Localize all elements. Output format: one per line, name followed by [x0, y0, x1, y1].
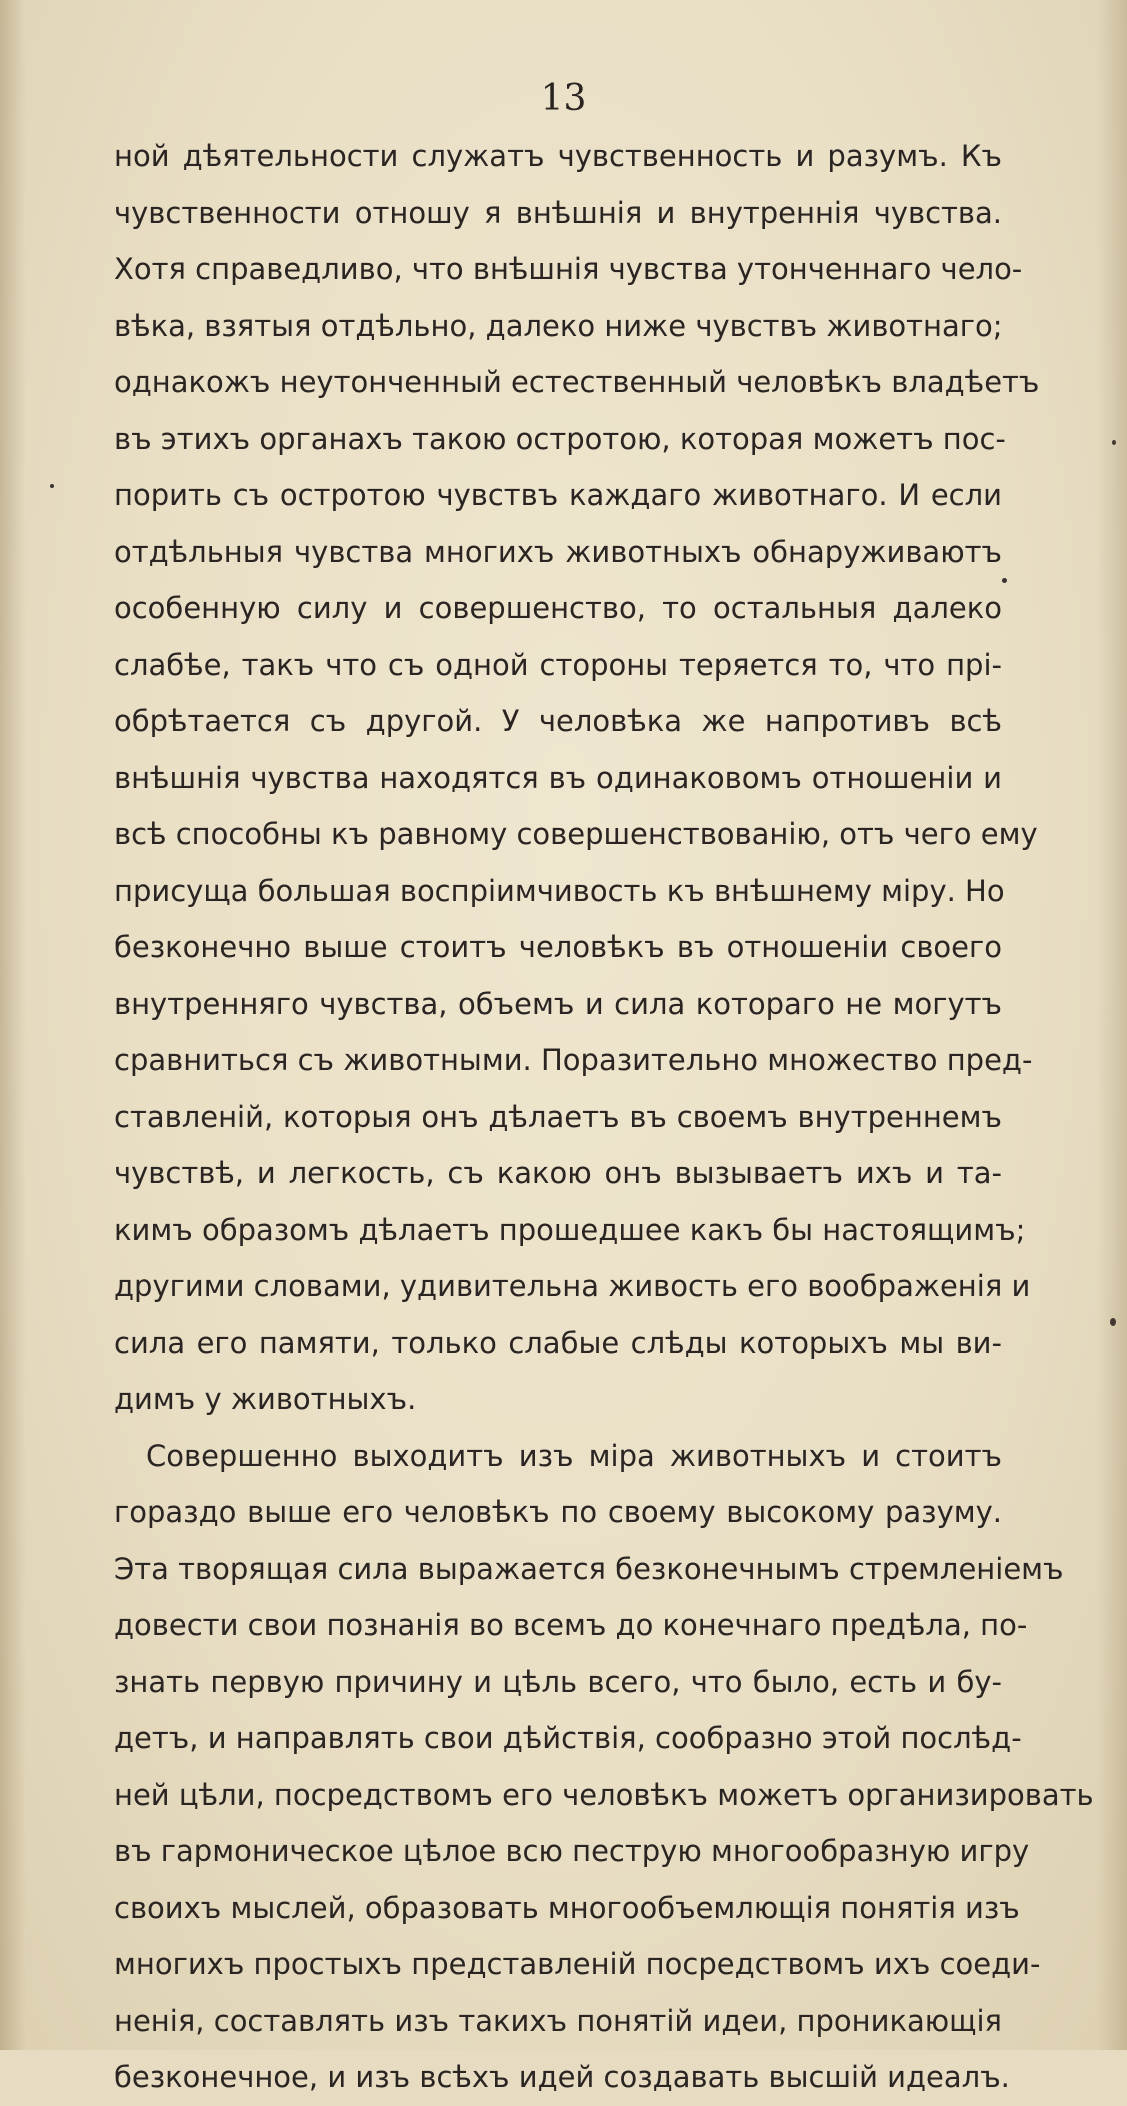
text-line: кимъ образомъ дѣлаетъ прошедшее какъ бы настоящимъ;: [114, 1212, 1026, 1247]
ink-speck: [1110, 1318, 1116, 1326]
text-line: знать первую причину и цѣль всего, что было, есть и бу-: [114, 1664, 1002, 1699]
text-line: обрѣтается съ другой. У человѣка же напротивъ всѣ: [114, 704, 1002, 738]
text-line: гораздо выше его человѣкъ по своему высокому разуму.: [114, 1495, 1002, 1529]
text-line: сила его памяти, только слабые слѣды которыхъ мы ви-: [114, 1325, 1002, 1360]
text-line: чувственности отношу я внѣшнія и внутреннія чувства.: [114, 195, 1002, 230]
page-number: 13: [540, 78, 587, 119]
text-line: Хотя справедливо, что внѣшнія чувства утонченнаго чело-: [114, 252, 1023, 286]
ink-speck: [1002, 578, 1007, 583]
text-line: ставленій, которыя онъ дѣлаетъ въ своемъ внутреннемъ: [114, 1099, 1002, 1134]
text-line: детъ, и направлять свои дѣйствія, сообразно этой послѣд-: [114, 1721, 1022, 1755]
text-line: безконечное, и изъ всѣхъ идей создавать высшій идеалъ.: [114, 2060, 1010, 2094]
text-line: въ этихъ органахъ такою остротою, которая можетъ пос-: [114, 421, 1006, 456]
body-text: [114, 128, 1094, 2106]
text-line: Совершенно выходитъ изъ міра животныхъ и стоитъ: [146, 1438, 1002, 1473]
ink-speck: [50, 484, 54, 488]
ink-speck: [1112, 440, 1116, 445]
text-line: отдѣльныя чувства многихъ животныхъ обнаруживаютъ: [114, 534, 1002, 569]
text-line: безконечно выше стоитъ человѣкъ въ отношеніи своего: [114, 930, 1002, 964]
text-line: довести свои познанія во всемъ до конечнаго предѣла, по-: [114, 1608, 1028, 1642]
text-line: чувствѣ, и легкость, съ какою онъ вызываетъ ихъ и та-: [114, 1156, 1002, 1190]
text-line: однакожъ неутонченный естественный человѣкъ владѣетъ: [114, 365, 1040, 399]
text-line: присуща большая воспріимчивость къ внѣшнему міру. Но: [114, 873, 1005, 908]
text-line: всѣ способны къ равному совершенствованію, отъ чего ему: [114, 817, 1038, 851]
text-line: вѣка, взятыя отдѣльно, далеко ниже чувствъ животнаго;: [114, 308, 1003, 343]
text-line: въ гармоническое цѣлое всю пеструю многообразную игру: [114, 1834, 1030, 1868]
text-line: димъ у животныхъ.: [114, 1382, 417, 1416]
text-line: Эта творящая сила выражается безконечнымъ стремленіемъ: [114, 1551, 1064, 1586]
text-line: внѣшнія чувства находятся въ одинаковомъ отношеніи и: [114, 760, 1002, 795]
text-line: внутренняго чувства, объемъ и сила котораго не могутъ: [114, 986, 1002, 1021]
text-line: своихъ мыслей, образовать многообъемлющія понятія изъ: [114, 1890, 1020, 1925]
text-line: многихъ простыхъ представленій посредствомъ ихъ соеди-: [114, 1947, 1041, 1981]
text-line: другими словами, удивительна живость его воображенія и: [114, 1269, 1031, 1303]
text-line: слабѣе, такъ что съ одной стороны теряется то, что прі-: [114, 647, 1002, 682]
text-line: ной дѣятельности служатъ чувственность и разумъ. Къ: [114, 139, 1002, 173]
text-line: ней цѣли, посредствомъ его человѣкъ можетъ организировать: [114, 1777, 1094, 1812]
text-line: порить съ остротою чувствъ каждаго животнаго. И если: [114, 478, 1002, 512]
text-line: ненія, составлять изъ такихъ понятій идеи, проникающія: [114, 2003, 1002, 2038]
text-line: сравниться съ животными. Поразительно множество пред-: [114, 1043, 1033, 1077]
text-line: особенную силу и совершенство, то остальныя далеко: [114, 591, 1002, 625]
